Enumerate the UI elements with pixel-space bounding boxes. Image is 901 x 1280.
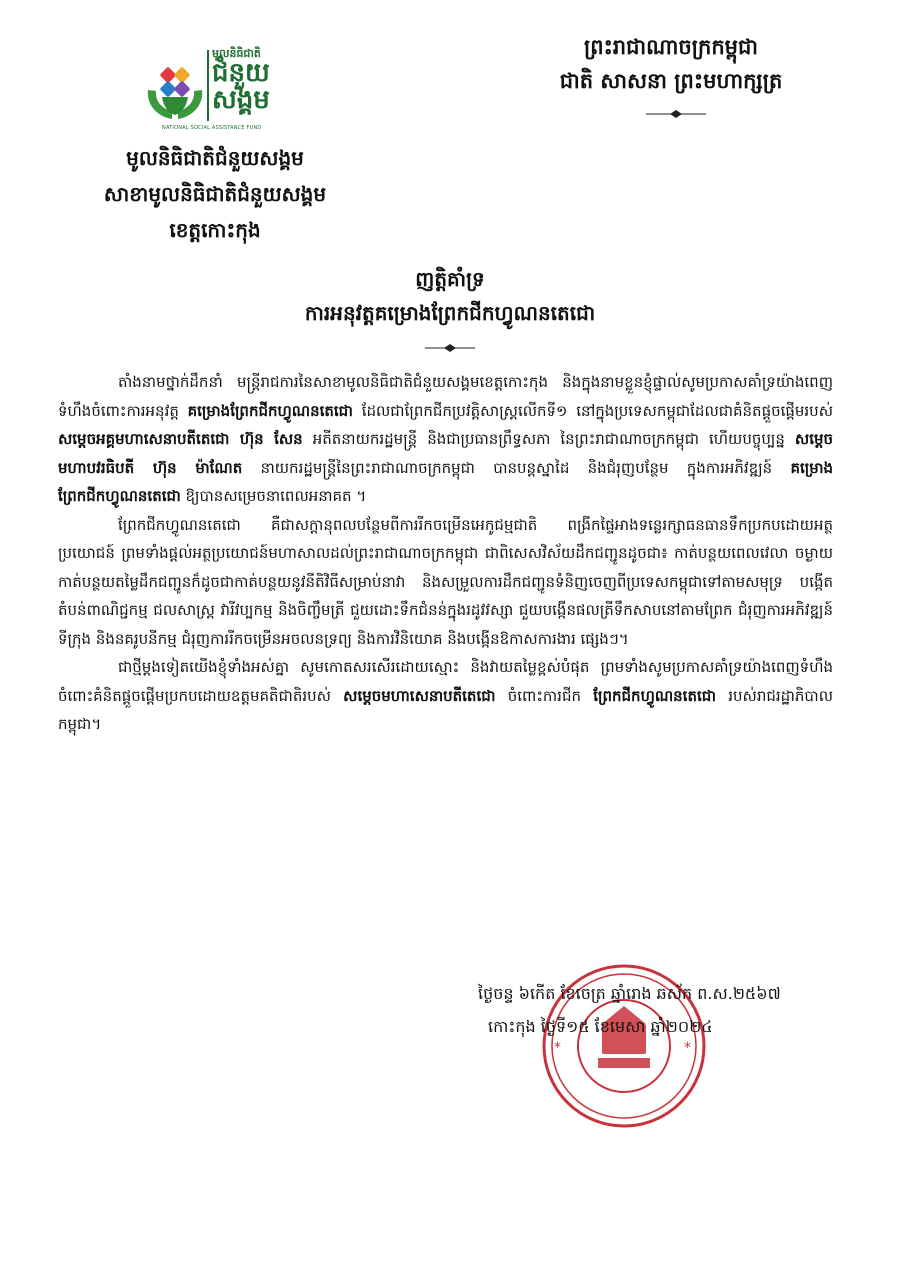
logo-wordmark [212,48,270,114]
org-line-1: មូលនិធិជាតិជំនួយសង្គម [126,146,304,170]
title-line-1: ញត្តិគាំទ្រ [415,267,485,291]
org-line-2: សាខាមូលនិធិជាតិជំនួយសង្គម [103,182,327,206]
logo-line-1: មូលនិធិជាតិ [212,47,261,60]
emphasis-hun-sen: សម្តេចអគ្គមហាសេនាបតីតេជោ ហ៊ុន សែន [58,430,303,448]
ornament-divider-icon [425,344,475,352]
logo-line-3: សង្គម [212,84,270,115]
ornament-divider-icon [646,110,706,118]
emphasis-project-name: ព្រែកជីកហ្វូណនតេជោ [593,686,717,705]
emphasis-hun-sen: សម្តេចមហាសេនាបតីតេជោ [343,686,496,705]
emphasis-project-name: គម្រោងព្រែកជីកហ្វូណនតេជោ [58,458,833,505]
letter-body [58,368,833,739]
motto-line-2: ជាតិ សាសនា ព្រះមហាក្សត្រ [559,69,783,93]
organization-header [70,140,360,248]
paragraph-1: តាំងនាមថ្នាក់ដឹកនាំ មន្ត្រីរាជការនៃសាខាមូលនិធិជាតិជំនួយសង្គមខេត្តកោះកុង និងក្នុងនាមខ្លួនខ្ញុំផ្ទាល់សូមប្រកាសគាំទ្រយ៉ាងពេញទំហឹងចំពោះការអនុវត្ត គម្រោងព្រែកជីកហ្វូណនតេជោ ដែលជាព្រែកជីកប្រវត្តិសាស្ត្រលើកទី១ នៅក្នុងប្រទេសកម្ពុជាដែលជាគំនិតផ្តួចផ្តើមរបស់ សម្តេចអគ្គមហាសេនាបតីតេជោ ហ៊ុន សែន អតីតនាយករដ្ឋមន្ត្រី និងជាប្រធានព្រឹទ្ធសភា នៃព្រះរាជាណាចក្រកម្ពុជា ហើយបច្ចុប្បន្ន សម្តេចមហាបវរធិបតី ហ៊ុន ម៉ាណែត នាយករដ្ឋមន្ត្រីនៃព្រះរាជាណាចក្រកម្ពុជា បានបន្តស្នាដៃ និងជំរុញបន្ថែម ក្នុងការអភិវឌ្ឍន៍ គម្រោងព្រែកជីកហ្វូណនតេជោ ឱ្យបានសម្រេចនាពេលអនាគត ។ [58,373,834,505]
lunar-date: ថ្ងៃចន្ទ ៦កើត ខែចេត្រ ឆ្នាំរោង ឆស័ក ព.ស.២៥៦៧ [478,984,781,1003]
org-line-3: ខេត្តកោះកុង [169,218,261,242]
paragraph-3: ជាថ្មីម្តងទៀតយើងខ្ញុំទាំងអស់គ្នា សូមកោតសរសើរដោយស្មោះ និងវាយតម្លៃខ្ពស់បំផុត ព្រមទាំងសូមប្រកាសគាំទ្រយ៉ាងពេញទំហឹងចំពោះគំនិតផ្តួចផ្តើមប្រកបដោយឧត្តមគតិជាតិរបស់ សម្តេចមហាសេនាបតីតេជោ ចំពោះការជីក ព្រែកជីកហ្វូណនតេជោ របស់រាជរដ្ឋាភិបាលកម្ពុជា។ [58,658,834,733]
svg-text:*: * [684,1040,691,1056]
logo-line-2: ជំនួយ [212,57,270,88]
date-block [478,977,838,1043]
svg-text:*: * [554,1040,561,1056]
national-motto [541,30,801,98]
emphasis-hun-manet: សម្តេចមហាបវរធិបតី ហ៊ុន ម៉ាណែត [58,430,834,477]
paragraph-2: ព្រែកជីកហ្វូណនតេជោ គឺជាសក្តានុពលបន្ថែមពីការរីកចម្រើនអេកូជម្មជាតិ ពង្រីកផ្ទៃអាងទន្លេរក្សាធនធានទឹកប្រកបដោយអត្ថប្រយោជន៍ ព្រមទាំងផ្តល់អត្ថប្រយោជន៍មហាសាលដល់ព្រះរាជាណាចក្រកម្ពុជា ជាពិសេសវិស័យដឹកជញ្ជូនដូចជា៖ កាត់បន្ថយពេលវេលា ចម្ងាយ កាត់បន្ថយតម្លៃដឹកជញ្ជូនក៏ដូចជាកាត់បន្ថយនូវនីតិវិធីសម្រាប់នាវា និងសម្រួលការដឹកជញ្ជូនទំនិញចេញពីប្រទេសកម្ពុជាទៅតាមសមុទ្រ បង្កើតតំបន់ពាណិជ្ជកម្ម ជលសាស្ត្រ វារីវប្បកម្ម និងចិញ្ចឹមត្រី ជួយដោះទឹកជំនន់ក្នុងរដូវវស្សា ជួយបង្កើនផលត្រីទឹកសាបនៅតាមព្រែក ជំរុញការអភិវឌ្ឍន៍ទីក្រុង និងនគរូបនីកម្ម ជំរុញការរីកចម្រើនអចលនទ្រព្យ និងការវិនិយោគ និងបង្កើនឱកាសការងារ ផ្សេងៗ។ [58,515,833,648]
logo-caption: NATIONAL SOCIAL ASSISTANCE FUND [162,125,262,131]
title-line-2: ការអនុវត្តគម្រោងព្រែកជីកហ្វូណនតេជោ [304,301,596,325]
emphasis-project-name: គម្រោងព្រែកជីកហ្វូណនតេជោ [187,401,353,420]
solar-date: កោះកុង ថ្ងៃទី១៥ ខែមេសា ឆ្នាំ២០២៤ [488,1017,713,1036]
document-title [150,262,750,330]
motto-line-1: ព្រះរាជាណាចក្រកម្ពុជា [583,35,758,59]
